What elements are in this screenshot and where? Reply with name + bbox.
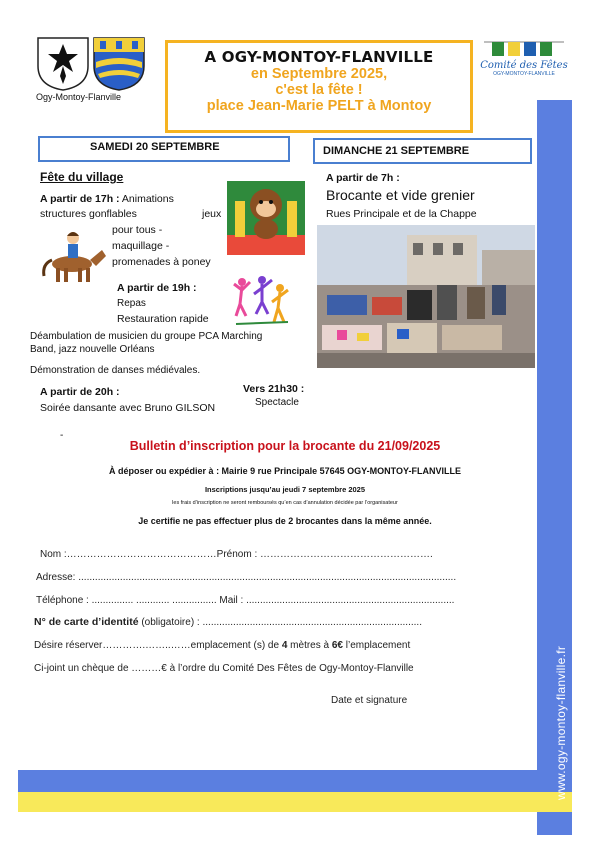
- logo-text: Comité des Fêtes: [480, 60, 568, 71]
- bulletin-title: Bulletin d’inscription pour la brocante du 21/09/2025: [129, 439, 441, 453]
- title-box: [165, 40, 473, 133]
- coat-of-arms-icon: [36, 36, 148, 92]
- fees-note: les frais d’inscription ne seront remboursés qu’en cas d’annulation décidée par l’organisateur: [172, 500, 398, 506]
- dancers-icon: [232, 272, 292, 330]
- at19-line1: Repas: [117, 298, 146, 309]
- sunday-header: DIMANCHE 21 SEPTEMBRE: [313, 138, 532, 164]
- at2130-text: Spectacle: [255, 397, 299, 408]
- certify-statement: Je certifie ne pas effectuer plus de 2 brocantes dans la même année.: [138, 516, 432, 526]
- music-line1: Déambulation de musicien du groupe PCA Marching: [30, 331, 263, 342]
- brocante-title: Brocante et vide grenier: [326, 187, 475, 203]
- date-signature[interactable]: Date et signature: [331, 695, 408, 706]
- reserve-text-3: l’emplacement: [343, 640, 411, 651]
- subtitle-fete: c'est la fête !: [275, 82, 363, 98]
- at17-label: A partir de 17h :: [40, 193, 120, 205]
- at17-row: [40, 193, 174, 205]
- dash-mark: -: [60, 430, 64, 441]
- at17-line2b: jeux: [202, 208, 222, 220]
- deadline: Inscriptions jusqu’au jeudi 7 septembre 2025: [204, 485, 366, 494]
- municipality-name: Ogy-Montoy-Flanville: [36, 92, 122, 102]
- at17-line2: structures gonflables: [40, 208, 137, 220]
- reserve-field[interactable]: [34, 640, 410, 651]
- at2130-label: Vers 21h30 :: [243, 383, 305, 395]
- pony-ride-icon: [38, 228, 110, 284]
- bouncy-castle-icon: [227, 181, 305, 255]
- at19-label: A partir de 19h :: [117, 282, 197, 294]
- reserve-metres: 4: [281, 640, 288, 651]
- at17-line1: Animations: [121, 193, 174, 205]
- flags-icon: [478, 36, 570, 60]
- at20-text: Soirée dansante avec Bruno GILSON: [40, 402, 216, 414]
- at19-line2: Restauration rapide: [117, 313, 209, 325]
- id-card-field[interactable]: [34, 616, 422, 628]
- streets: Rues Principale et de la Chappe: [326, 208, 477, 220]
- subtitle-place: place Jean-Marie PELT à Montoy: [206, 98, 432, 114]
- subtitle-date: en Septembre 2025,: [250, 66, 388, 82]
- id-card-label: N° de carte d’identité: [34, 616, 139, 628]
- website-url[interactable]: www.ogy-montoy-flanville.fr: [554, 645, 568, 800]
- medieval-dance: Démonstration de danses médiévales.: [30, 365, 201, 376]
- name-field[interactable]: Nom :………………………………………Prénom : …………………………………………….: [40, 549, 433, 560]
- id-card-rest: (obligatoire) : ...............................................................................: [138, 617, 422, 628]
- reserve-text-2: mètres à: [287, 640, 332, 651]
- brocante-photo: [317, 225, 535, 368]
- at17-line3: pour tous -: [112, 224, 163, 236]
- address-field[interactable]: Adresse: ........................................................................................................................................: [36, 572, 457, 583]
- footer-yellow-band: [18, 792, 572, 812]
- deposit-address: À déposer ou expédier à : Mairie 9 rue Principale 57645 OGY-MONTOY-FLANVILLE: [109, 466, 461, 476]
- at7-label: A partir de 7h :: [326, 172, 400, 184]
- at20-label: A partir de 20h :: [40, 386, 120, 398]
- footer-blue-band: [18, 770, 572, 792]
- phone-mail-field[interactable]: Téléphone : ............... ............ ................ Mail : ...........................................................................: [36, 595, 455, 606]
- reserve-text-1: Désire réserver………….……..……emplacement (s) de: [34, 640, 282, 651]
- at17-line4: maquillage -: [112, 240, 170, 252]
- comite-logo: [478, 36, 570, 88]
- at17-line5: promenades à poney: [112, 256, 211, 268]
- reserve-price: 6€: [331, 640, 343, 651]
- saturday-header: SAMEDI 20 SEPTEMBRE: [38, 136, 290, 162]
- music-line2: Band, jazz nouvelle Orléans: [30, 344, 155, 355]
- cheque-field[interactable]: Ci-joint un chèque de ………€ à l’ordre du Comité Des Fêtes de Ogy-Montoy-Flanville: [34, 663, 414, 674]
- fete-village-title: Fête du village: [40, 170, 124, 184]
- logo-subtext: OGY-MONTOY-FLANVILLE: [493, 71, 555, 77]
- page-title: A OGY-MONTOY-FLANVILLE: [204, 48, 434, 66]
